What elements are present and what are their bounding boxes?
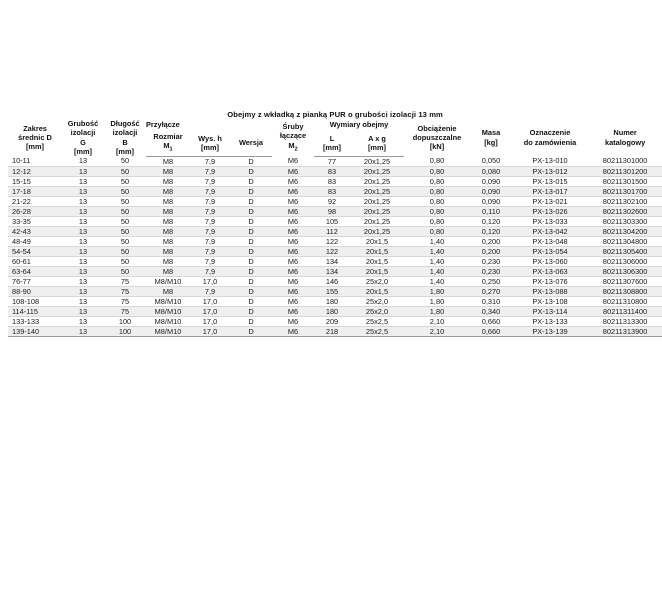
cell-numer-katalogowy: 80211304200 — [588, 226, 662, 236]
cell-wymiar-l: 122 — [314, 246, 350, 256]
cell-zakres-srednic: 108-108 — [8, 296, 62, 306]
cell-oznaczenie: PX-13-021 — [512, 196, 588, 206]
header-wymiar-axg: A x g [mm] — [350, 130, 404, 156]
cell-rozmiar-m1: M8 — [146, 256, 190, 266]
cell-wysokosc-h: 7,9 — [190, 166, 230, 176]
table-row — [8, 236, 662, 246]
cell-wysokosc-h: 7,9 — [190, 186, 230, 196]
table-row — [8, 156, 662, 166]
cell-wymiar-l: 180 — [314, 306, 350, 316]
cell-wymiar-l: 83 — [314, 186, 350, 196]
cell-wymiar-axg: 25x2,0 — [350, 296, 404, 306]
cell-zakres-srednic: 133-133 — [8, 316, 62, 326]
cell-rozmiar-m1: M8 — [146, 156, 190, 166]
cell-wysokosc-h: 17,0 — [190, 306, 230, 316]
cell-rozmiar-m1: M8/M10 — [146, 276, 190, 286]
cell-wersja: D — [230, 216, 272, 226]
cell-masa: 0,120 — [470, 226, 512, 236]
cell-masa: 0,080 — [470, 166, 512, 176]
cell-oznaczenie: PX-13-042 — [512, 226, 588, 236]
cell-wersja: D — [230, 236, 272, 246]
cell-zakres-srednic: 48-49 — [8, 236, 62, 246]
cell-sruby-m2: M6 — [272, 276, 314, 286]
cell-wersja: D — [230, 226, 272, 236]
cell-obciazenie: 1,40 — [404, 276, 470, 286]
header-zakres-srednic: Zakres średnic D [mm] — [18, 123, 52, 152]
cell-wymiar-axg: 20x1,5 — [350, 246, 404, 256]
header-przylacze: Przyłącze — [146, 119, 180, 129]
cell-wersja: D — [230, 176, 272, 186]
cell-oznaczenie: PX-13-012 — [512, 166, 588, 176]
cell-zakres-srednic: 76-77 — [8, 276, 62, 286]
cell-wymiar-axg: 20x1,25 — [350, 176, 404, 186]
cell-wymiar-l: 83 — [314, 166, 350, 176]
cell-sruby-m2: M6 — [272, 186, 314, 196]
cell-wymiar-l: 146 — [314, 276, 350, 286]
cell-grubosc-izolacji: 13 — [62, 176, 104, 186]
cell-dlugosc-izolacji: 50 — [104, 196, 146, 206]
cell-wersja: D — [230, 266, 272, 276]
cell-grubosc-izolacji: 13 — [62, 316, 104, 326]
cell-obciazenie: 1,80 — [404, 296, 470, 306]
cell-zakres-srednic: 139-140 — [8, 326, 62, 336]
cell-numer-katalogowy: 80211301000 — [588, 156, 662, 166]
header-group-row — [8, 119, 662, 130]
table-row — [8, 286, 662, 296]
cell-wysokosc-h: 7,9 — [190, 286, 230, 296]
cell-dlugosc-izolacji: 75 — [104, 306, 146, 316]
table-row — [8, 186, 662, 196]
cell-wymiar-l: 155 — [314, 286, 350, 296]
cell-rozmiar-m1: M8 — [146, 206, 190, 216]
cell-oznaczenie: PX-13-060 — [512, 256, 588, 266]
cell-grubosc-izolacji: 13 — [62, 306, 104, 316]
cell-wymiar-l: 112 — [314, 226, 350, 236]
cell-masa: 0,050 — [470, 156, 512, 166]
header-wymiar-L: L [mm] — [314, 130, 350, 156]
cell-sruby-m2: M6 — [272, 176, 314, 186]
table-row — [8, 166, 662, 176]
cell-wymiar-axg: 25x2,0 — [350, 276, 404, 286]
cell-masa: 0,090 — [470, 196, 512, 206]
cell-grubosc-izolacji: 13 — [62, 246, 104, 256]
cell-grubosc-izolacji: 13 — [62, 156, 104, 166]
cell-obciazenie: 2,10 — [404, 326, 470, 336]
table-row — [8, 306, 662, 316]
cell-grubosc-izolacji: 13 — [62, 266, 104, 276]
cell-oznaczenie: PX-13-063 — [512, 266, 588, 276]
cell-rozmiar-m1: M8 — [146, 246, 190, 256]
cell-sruby-m2: M6 — [272, 166, 314, 176]
cell-wymiar-axg: 20x1,5 — [350, 266, 404, 276]
cell-masa: 0,230 — [470, 256, 512, 266]
cell-rozmiar-m1: M8 — [146, 286, 190, 296]
cell-oznaczenie: PX-13-114 — [512, 306, 588, 316]
cell-numer-katalogowy: 80211301500 — [588, 176, 662, 186]
cell-wymiar-l: 218 — [314, 326, 350, 336]
cell-sruby-m2: M6 — [272, 156, 314, 166]
cell-dlugosc-izolacji: 50 — [104, 216, 146, 226]
cell-obciazenie: 0,80 — [404, 216, 470, 226]
cell-sruby-m2: M6 — [272, 266, 314, 276]
cell-dlugosc-izolacji: 50 — [104, 186, 146, 196]
cell-grubosc-izolacji: 13 — [62, 216, 104, 226]
cell-dlugosc-izolacji: 50 — [104, 236, 146, 246]
header-wymiary-obejmy: Wymiary obejmy — [329, 119, 389, 129]
cell-wysokosc-h: 17,0 — [190, 296, 230, 306]
cell-wersja: D — [230, 286, 272, 296]
cell-zakres-srednic: 10-11 — [8, 156, 62, 166]
table-header — [8, 110, 662, 156]
header-obciazenie: Obciążenie dopuszczalne [kN] — [412, 123, 462, 152]
cell-zakres-srednic: 63-64 — [8, 266, 62, 276]
cell-dlugosc-izolacji: 50 — [104, 256, 146, 266]
cell-numer-katalogowy: 80211310800 — [588, 296, 662, 306]
cell-obciazenie: 1,40 — [404, 266, 470, 276]
cell-grubosc-izolacji: 13 — [62, 326, 104, 336]
cell-wymiar-l: 105 — [314, 216, 350, 226]
header-wersja: Wersja — [230, 130, 272, 156]
cell-numer-katalogowy: 80211306000 — [588, 256, 662, 266]
cell-numer-katalogowy: 80211311400 — [588, 306, 662, 316]
cell-oznaczenie: PX-13-088 — [512, 286, 588, 296]
cell-wersja: D — [230, 326, 272, 336]
cell-oznaczenie: PX-13-015 — [512, 176, 588, 186]
cell-wysokosc-h: 7,9 — [190, 196, 230, 206]
cell-wymiar-axg: 20x1,5 — [350, 256, 404, 266]
table-title-row — [8, 110, 662, 119]
cell-wymiar-axg: 20x1,25 — [350, 216, 404, 226]
cell-oznaczenie: PX-13-017 — [512, 186, 588, 196]
cell-obciazenie: 1,40 — [404, 246, 470, 256]
table-row — [8, 176, 662, 186]
cell-rozmiar-m1: M8 — [146, 266, 190, 276]
table-row — [8, 296, 662, 306]
cell-rozmiar-m1: M8 — [146, 216, 190, 226]
cell-wysokosc-h: 7,9 — [190, 236, 230, 246]
cell-wysokosc-h: 7,9 — [190, 266, 230, 276]
cell-oznaczenie: PX-13-026 — [512, 206, 588, 216]
cell-rozmiar-m1: M8/M10 — [146, 316, 190, 326]
cell-numer-katalogowy: 80211308800 — [588, 286, 662, 296]
cell-masa: 0,270 — [470, 286, 512, 296]
cell-wymiar-l: 180 — [314, 296, 350, 306]
cell-rozmiar-m1: M8 — [146, 186, 190, 196]
cell-masa: 0,110 — [470, 206, 512, 216]
cell-zakres-srednic: 17-18 — [8, 186, 62, 196]
cell-sruby-m2: M6 — [272, 206, 314, 216]
cell-obciazenie: 0,80 — [404, 186, 470, 196]
cell-wymiar-axg: 20x1,25 — [350, 206, 404, 216]
cell-numer-katalogowy: 80211302100 — [588, 196, 662, 206]
table-row — [8, 276, 662, 286]
cell-rozmiar-m1: M8/M10 — [146, 326, 190, 336]
cell-wysokosc-h: 7,9 — [190, 246, 230, 256]
cell-numer-katalogowy: 80211301700 — [588, 186, 662, 196]
cell-numer-katalogowy: 80211301200 — [588, 166, 662, 176]
cell-zakres-srednic: 60-61 — [8, 256, 62, 266]
cell-masa: 0,310 — [470, 296, 512, 306]
header-masa: Masa [kg] — [481, 128, 501, 147]
cell-numer-katalogowy: 80211304800 — [588, 236, 662, 246]
table-row — [8, 196, 662, 206]
cell-obciazenie: 1,80 — [404, 306, 470, 316]
cell-obciazenie: 0,80 — [404, 226, 470, 236]
cell-dlugosc-izolacji: 100 — [104, 326, 146, 336]
cell-obciazenie: 0,80 — [404, 176, 470, 186]
cell-wymiar-l: 77 — [314, 156, 350, 166]
cell-rozmiar-m1: M8 — [146, 226, 190, 236]
cell-dlugosc-izolacji: 75 — [104, 286, 146, 296]
cell-wysokosc-h: 7,9 — [190, 256, 230, 266]
cell-rozmiar-m1: M8 — [146, 236, 190, 246]
cell-obciazenie: 0,80 — [404, 206, 470, 216]
cell-wymiar-axg: 20x1,5 — [350, 286, 404, 296]
cell-grubosc-izolacji: 13 — [62, 166, 104, 176]
cell-sruby-m2: M6 — [272, 226, 314, 236]
cell-rozmiar-m1: M8/M10 — [146, 306, 190, 316]
cell-sruby-m2: M6 — [272, 296, 314, 306]
cell-zakres-srednic: 26-28 — [8, 206, 62, 216]
cell-wymiar-axg: 20x1,25 — [350, 186, 404, 196]
cell-wymiar-l: 122 — [314, 236, 350, 246]
cell-wymiar-axg: 25x2,5 — [350, 316, 404, 326]
cell-grubosc-izolacji: 13 — [62, 236, 104, 246]
cell-oznaczenie: PX-13-076 — [512, 276, 588, 286]
table-row — [8, 266, 662, 276]
cell-masa: 0,090 — [470, 176, 512, 186]
cell-wysokosc-h: 7,9 — [190, 206, 230, 216]
cell-wersja: D — [230, 306, 272, 316]
cell-zakres-srednic: 42-43 — [8, 226, 62, 236]
header-sruby-index: $M_2$ — [288, 140, 298, 153]
cell-numer-katalogowy: 80211305400 — [588, 246, 662, 256]
cell-wymiar-l: 98 — [314, 206, 350, 216]
cell-wysokosc-h: 7,9 — [190, 156, 230, 166]
header-oznaczenie: Oznaczenie do zamówienia — [523, 128, 577, 147]
cell-dlugosc-izolacji: 50 — [104, 166, 146, 176]
table-row — [8, 206, 662, 216]
cell-masa: 0,660 — [470, 316, 512, 326]
cell-wymiar-axg: 20x1,25 — [350, 156, 404, 166]
cell-rozmiar-m1: M8 — [146, 166, 190, 176]
header-rozmiar: Rozmiar $M_1$ — [146, 130, 190, 156]
header-grubosc-izolacji: Grubość izolacji G [mm] — [67, 119, 99, 156]
cell-masa: 0,250 — [470, 276, 512, 286]
cell-rozmiar-m1: M8 — [146, 176, 190, 186]
cell-rozmiar-m1: M8/M10 — [146, 296, 190, 306]
cell-dlugosc-izolacji: 50 — [104, 156, 146, 166]
cell-grubosc-izolacji: 13 — [62, 276, 104, 286]
cell-sruby-m2: M6 — [272, 286, 314, 296]
table-row — [8, 246, 662, 256]
cell-dlugosc-izolacji: 50 — [104, 266, 146, 276]
cell-wersja: D — [230, 246, 272, 256]
cell-wersja: D — [230, 156, 272, 166]
table-row — [8, 216, 662, 226]
cell-obciazenie: 1,40 — [404, 256, 470, 266]
cell-wymiar-l: 83 — [314, 176, 350, 186]
cell-wymiar-axg: 25x2,5 — [350, 326, 404, 336]
cell-numer-katalogowy: 80211313300 — [588, 316, 662, 326]
table-row — [8, 256, 662, 266]
cell-obciazenie: 0,80 — [404, 196, 470, 206]
cell-wersja: D — [230, 186, 272, 196]
cell-masa: 0,120 — [470, 216, 512, 226]
cell-wysokosc-h: 17,0 — [190, 316, 230, 326]
cell-wymiar-l: 209 — [314, 316, 350, 326]
header-numer-katalogowy: Numer katalogowy — [604, 128, 646, 147]
cell-zakres-srednic: 54-54 — [8, 246, 62, 256]
cell-sruby-m2: M6 — [272, 256, 314, 266]
cell-masa: 0,090 — [470, 186, 512, 196]
cell-dlugosc-izolacji: 75 — [104, 276, 146, 286]
cell-wersja: D — [230, 256, 272, 266]
cell-rozmiar-m1: M8 — [146, 196, 190, 206]
cell-zakres-srednic: 33-35 — [8, 216, 62, 226]
cell-oznaczenie: PX-13-108 — [512, 296, 588, 306]
cell-sruby-m2: M6 — [272, 216, 314, 226]
cell-wysokosc-h: 7,9 — [190, 226, 230, 236]
specification-table — [8, 110, 662, 337]
cell-wysokosc-h: 7,9 — [190, 216, 230, 226]
table-row — [8, 226, 662, 236]
table-row — [8, 326, 662, 336]
cell-wysokosc-h: 17,0 — [190, 326, 230, 336]
cell-numer-katalogowy: 80211306300 — [588, 266, 662, 276]
cell-dlugosc-izolacji: 50 — [104, 176, 146, 186]
header-dlugosc-izolacji: Długość izolacji B [mm] — [110, 119, 140, 156]
cell-masa: 0,340 — [470, 306, 512, 316]
cell-sruby-m2: M6 — [272, 236, 314, 246]
cell-oznaczenie: PX-13-133 — [512, 316, 588, 326]
cell-wymiar-l: 134 — [314, 256, 350, 266]
cell-wysokosc-h: 17,0 — [190, 276, 230, 286]
header-sruby-laczace: Śruby łączące $M_2$ — [279, 122, 307, 153]
cell-masa: 0,200 — [470, 236, 512, 246]
cell-grubosc-izolacji: 13 — [62, 286, 104, 296]
cell-obciazenie: 1,40 — [404, 236, 470, 246]
cell-numer-katalogowy: 80211307600 — [588, 276, 662, 286]
cell-grubosc-izolacji: 13 — [62, 226, 104, 236]
cell-sruby-m2: M6 — [272, 326, 314, 336]
header-rozmiar-index: $M_1$ — [163, 141, 173, 153]
cell-oznaczenie: PX-13-139 — [512, 326, 588, 336]
cell-dlugosc-izolacji: 75 — [104, 296, 146, 306]
cell-zakres-srednic: 12-12 — [8, 166, 62, 176]
cell-grubosc-izolacji: 13 — [62, 196, 104, 206]
cell-zakres-srednic: 21-22 — [8, 196, 62, 206]
cell-dlugosc-izolacji: 50 — [104, 246, 146, 256]
cell-obciazenie: 0,80 — [404, 166, 470, 176]
cell-dlugosc-izolacji: 50 — [104, 226, 146, 236]
cell-dlugosc-izolacji: 100 — [104, 316, 146, 326]
table-row — [8, 316, 662, 326]
table-body — [8, 156, 662, 336]
cell-obciazenie: 1,80 — [404, 286, 470, 296]
cell-sruby-m2: M6 — [272, 246, 314, 256]
cell-wymiar-axg: 20x1,25 — [350, 226, 404, 236]
cell-wymiar-axg: 20x1,25 — [350, 196, 404, 206]
cell-oznaczenie: PX-13-054 — [512, 246, 588, 256]
cell-masa: 0,230 — [470, 266, 512, 276]
cell-wysokosc-h: 7,9 — [190, 176, 230, 186]
cell-wersja: D — [230, 196, 272, 206]
cell-numer-katalogowy: 80211313900 — [588, 326, 662, 336]
cell-wersja: D — [230, 166, 272, 176]
cell-masa: 0,660 — [470, 326, 512, 336]
cell-oznaczenie: PX-13-010 — [512, 156, 588, 166]
cell-wymiar-l: 134 — [314, 266, 350, 276]
cell-obciazenie: 0,80 — [404, 156, 470, 166]
cell-sruby-m2: M6 — [272, 306, 314, 316]
cell-numer-katalogowy: 80211302600 — [588, 206, 662, 216]
cell-sruby-m2: M6 — [272, 316, 314, 326]
cell-wymiar-axg: 20x1,5 — [350, 236, 404, 246]
cell-sruby-m2: M6 — [272, 196, 314, 206]
cell-zakres-srednic: 15-15 — [8, 176, 62, 186]
cell-wersja: D — [230, 276, 272, 286]
cell-oznaczenie: PX-13-033 — [512, 216, 588, 226]
cell-wymiar-l: 92 — [314, 196, 350, 206]
cell-masa: 0,200 — [470, 246, 512, 256]
header-wysokosc-h: Wys. h [mm] — [190, 130, 230, 156]
cell-zakres-srednic: 88-90 — [8, 286, 62, 296]
table-title: Obejmy z wkładką z pianką PUR o grubości izolacji 13 mm — [227, 110, 443, 119]
cell-zakres-srednic: 114-115 — [8, 306, 62, 316]
cell-wersja: D — [230, 206, 272, 216]
cell-grubosc-izolacji: 13 — [62, 206, 104, 216]
cell-wymiar-axg: 25x2,0 — [350, 306, 404, 316]
cell-dlugosc-izolacji: 50 — [104, 206, 146, 216]
cell-wersja: D — [230, 316, 272, 326]
cell-grubosc-izolacji: 13 — [62, 256, 104, 266]
cell-grubosc-izolacji: 13 — [62, 186, 104, 196]
cell-oznaczenie: PX-13-048 — [512, 236, 588, 246]
cell-grubosc-izolacji: 13 — [62, 296, 104, 306]
cell-numer-katalogowy: 80211303300 — [588, 216, 662, 226]
cell-wymiar-axg: 20x1,25 — [350, 166, 404, 176]
cell-obciazenie: 2,10 — [404, 316, 470, 326]
cell-wersja: D — [230, 296, 272, 306]
